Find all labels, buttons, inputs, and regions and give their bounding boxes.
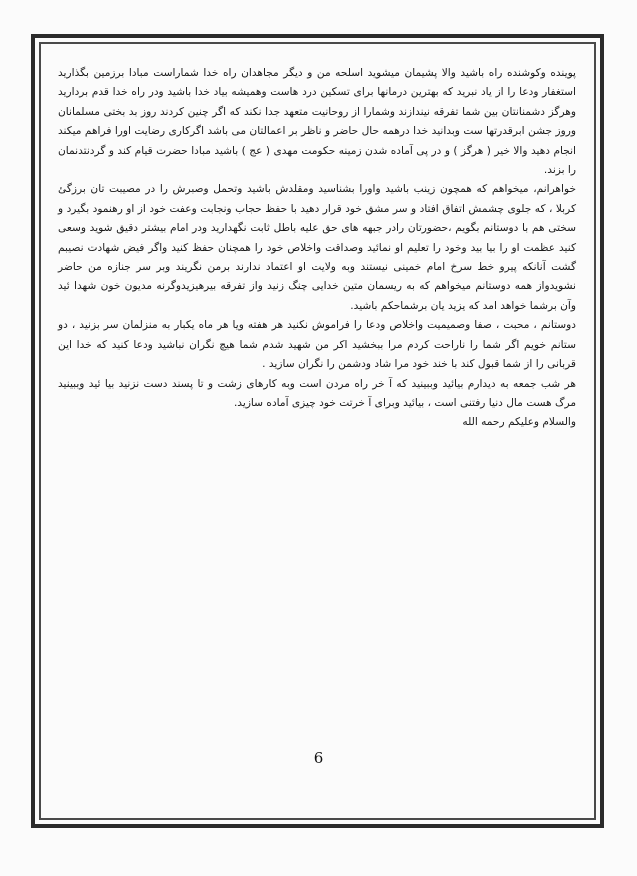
letter-body: [58, 64, 576, 433]
paragraph-2: خواهرانم، میخواهم که همچون زینب باشید واورا بشناسید ومقلدش باشید وتحمل وصبرش را در مصیبت تان برزگئ کربلا ، که جلوی چشمش اتفاق افتاد و سر مشق خود قرار دهید با حفظ حجاب ونجابت وعفت خود از او رهنمود بگیرد و سختی هم با دوستانم بگویم ،حضورتان رادر جبهه های حق علیه باطل ثابت نگهدارید ودر امام بیشتر دقیق شوید وسعی کنید عظمت او را بیا بید وخود را تعلیم او نمائید وصداقت واخلاص خود را همچنان حفظ کنید واگر فیض شهادت نصیبم گشت آنانکه پیرو خط سرخ امام خمینی نیستند وبه ولایت او اعتماد ندارند برمن نگریند وبر سر جنازه من حاضر نشویدواز همه دوستانم میخواهم که به ریسمان متین خدایی چنگ زنید واز تفرقه بیرهیزیدوگرنه مدیون خون شهدا ئید وآن برشما خواهد امد که یزید یان برشماحکم باشید.: [58, 183, 576, 312]
paragraph-3: دوستانم ، محبت ، صفا وصمیمیت واخلاص ودعا را فراموش نکنید هر هفته ویا هر ماه یکبار به منزلمان سر بزنید ، دو ستانم خویم اگر شما را ناراحت کردم مرا ببخشید اکر من شهید شدم شما هیچ نگران نباشید ودعا کنید که خدا این قربانی را از شما قبول کند با خند خود مرا شاد ودشمن را نگران سازید .: [58, 319, 576, 371]
page-number: 6: [313, 749, 324, 767]
closing-salutation: والسلام وعلیکم رحمه الله: [462, 416, 576, 429]
paragraph-1: پوینده وکوشنده راه باشید والا پشیمان میشوید اسلحه من و دیگر مجاهدان راه خدا شماراست مبادا برزمین بگذارید استغفار ودعا را از یاد نبرید که بهترین درمانها برای تسکین درد هاست وهمیشه بیاد خدا باشید ودر راه خدا قدم بردارید وهرگز دشمنانتان بین شما تفرقه نیندازند وشمارا از روحانیت متعهد جدا نکند که اگر چنین کردند روز بد بختی مسلمانان وروز جشن ابرقدرتها ست وبدانید خدا درهمه حال حاضر و ناظر بر اعمالتان می باشد اگرکاری رضایت اورا فراهم میکند انجام دهید والا خیر ( هرگز ) و در پی آماده شدن زمینه حکومت مهدی ( عج ) باشید مبادا حضرت قیام کند و گردنتدنمان را بزند.: [58, 67, 576, 177]
paragraph-4: هر شب جمعه به دیدارم بیائید وببینید که آ خر راه مردن است وبه کارهای زشت و تا پسند دست نزنید بیا ئید وببینید مرگ هست مال دنیا رفتنی است ، بیائید وبرای آ خرتت خود چیزی آماده سازید.: [58, 377, 576, 409]
